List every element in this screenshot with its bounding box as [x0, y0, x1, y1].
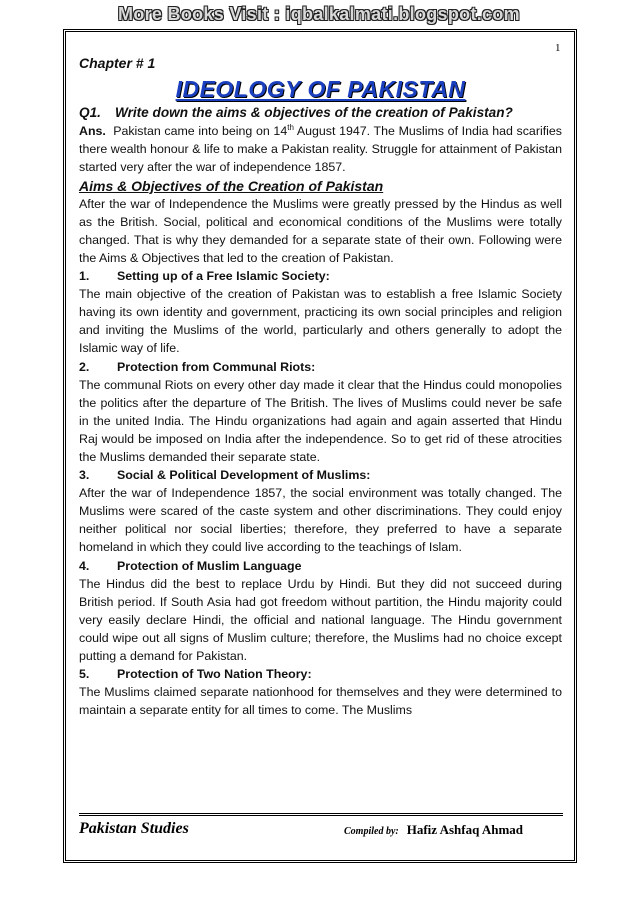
point-paragraph: The Hindus did the best to replace Urdu by Hindi. But they did not succeed during British period. If South Asia had got freedom without partition, the Hindu majority could very easily declare Hindi, the official and national language. The Hindu government could wipe out all signs of Muslim culture; therefore, the Muslims had no choice except putting a demand for Pakistan.	[79, 576, 562, 663]
point-title: Protection of Two Nation Theory:	[117, 667, 312, 682]
answer-label: Ans.	[79, 124, 106, 139]
answer-text-2: August 1947. The Muslims of India had scarifies there wealth honour & life to make a Pakistan reality. Struggle for attainment of Pakistan started very after the war of independence 1857.	[79, 124, 562, 175]
point-heading	[79, 267, 562, 285]
chapter-label: Chapter # 1	[79, 55, 156, 71]
point-title: Setting up of a Free Islamic Society:	[117, 269, 330, 284]
point-heading	[79, 665, 562, 683]
point-paragraph: The main objective of the creation of Pakistan was to establish a free Islamic Society having its own identity and government, practicing its own social principles and religion and inviting the Muslims of the world, particularly and others generally to adopt the Islamic way of life.	[79, 287, 562, 356]
point-number: 2.	[79, 359, 90, 374]
document-body	[79, 36, 562, 719]
point-paragraph: After the war of Independence 1857, the social environment was totally changed. The Muslims were scared of the caste system and other discriminations. They could enjoy neither political nor social liberties; therefore, they preferred to have a separate homeland in which they could live according to the teachings of Islam.	[79, 486, 562, 555]
page-number: 1	[555, 42, 561, 54]
point-number: 4.	[79, 558, 90, 573]
question-text: Write down the aims & objectives of the creation of Pakistan?	[115, 105, 513, 121]
point-heading	[79, 466, 562, 484]
footer-credit	[344, 822, 523, 838]
footer-subject: Pakistan Studies	[79, 820, 189, 837]
point-title: Social & Political Development of Muslims:	[117, 468, 371, 483]
answer-sup: th	[287, 123, 294, 133]
page-title: IDEOLOGY OF PAKISTAN	[175, 76, 466, 103]
point-number: 5.	[79, 667, 90, 682]
point-paragraph: The Muslims claimed separate nationhood for themselves and they were determined to maintain a separate entity for all times to come. The Muslims	[79, 685, 562, 718]
point-paragraph: The communal Riots on every other day made it clear that the Hindus could monopolies the politics after the departure of The British. The lives of Muslims could never be safe in the united India. The Hindu organizations had again and again asserted that Hindu Raj would be imposed on India after the independence. So to get rid of these atrocities the Muslims demanded their separate state.	[79, 377, 562, 464]
point-number: 3.	[79, 468, 90, 483]
point-title: Protection from Communal Riots:	[117, 359, 316, 374]
point-heading	[79, 358, 562, 376]
question-number: Q1.	[79, 105, 101, 121]
footer-author: Hafiz Ashfaq Ahmad	[406, 822, 524, 837]
question	[79, 104, 562, 122]
point-heading	[79, 557, 562, 575]
answer-paragraph	[79, 122, 562, 176]
intro-paragraph: After the war of Independence the Muslims were greatly pressed by the Hindus as well as the British. Social, political and economical conditions of the Muslims were totally changed. That is why they demanded for a separate state of their own. Following were the Aims & Objectives that led to the creation of Pakistan.	[79, 196, 562, 265]
footer-divider	[79, 813, 563, 816]
point-number: 1.	[79, 269, 90, 284]
point-title: Protection of Muslim Language	[117, 558, 302, 573]
site-banner: More Books Visit : iqbalkalmati.blogspot.com	[118, 4, 520, 24]
section-heading: Aims & Objectives of the Creation of Pakistan	[79, 177, 384, 194]
footer-compiled-label: Compiled by:	[344, 826, 399, 837]
answer-text-1: Pakistan came into being on 14	[113, 124, 288, 139]
